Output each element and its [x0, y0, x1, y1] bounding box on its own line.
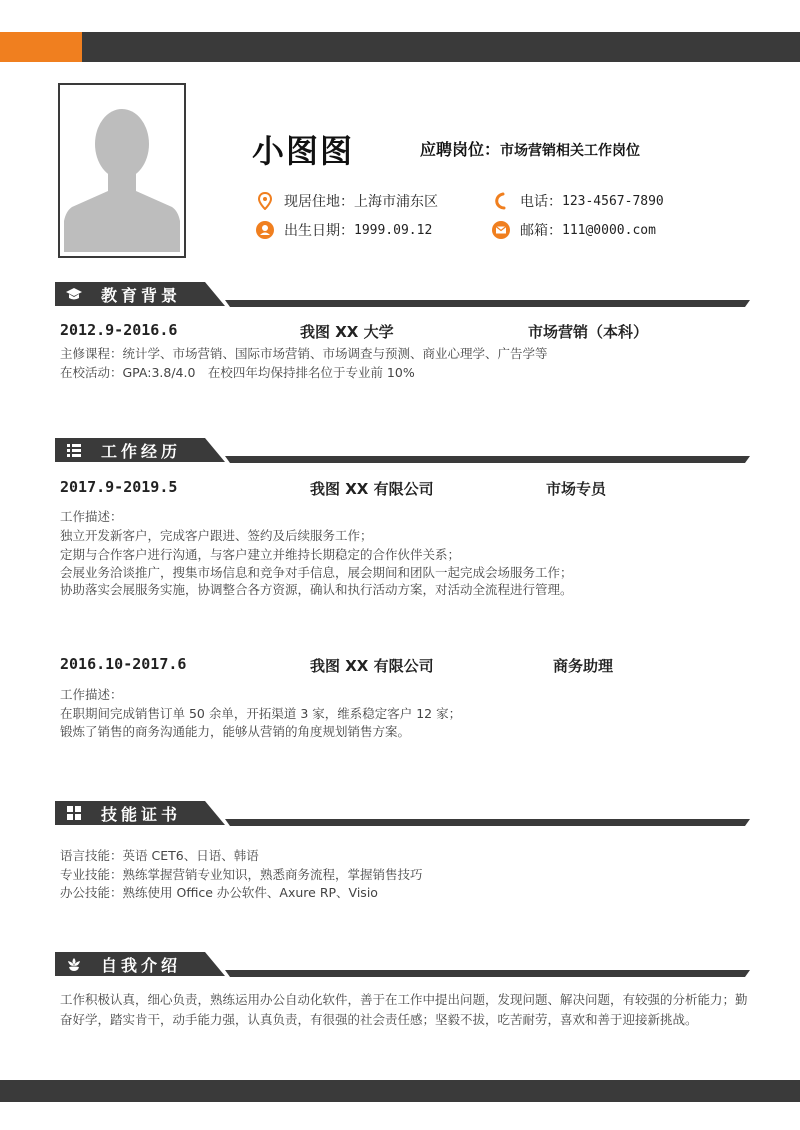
- section-rule: [225, 970, 750, 977]
- email-value: 111@0000.com: [562, 222, 656, 238]
- bottom-bar: [0, 1080, 800, 1102]
- phone-value: 123-4567-7890: [562, 193, 664, 209]
- section-title: 自我介绍: [101, 956, 182, 975]
- section-title: 技能证书: [101, 805, 182, 824]
- section-rule: [225, 819, 750, 826]
- job-1-desc-line: 独立开发新客户，完成客户跟进、签约及后续服务工作；: [60, 528, 373, 543]
- skill-language: 语言技能：英语 CET6、日语、韩语: [60, 848, 259, 863]
- info-email: [492, 220, 656, 240]
- person-icon: [256, 221, 274, 239]
- self-introduction: 工作积极认真，细心负责，熟练运用办公自动化软件，善于在工作中提出问题，发现问题、解决问题，有较强的分析能力；勤奋好学，踏实肯干，动手能力强，认真负责，有很强的社会责任感；坚毅不拔，吃苦耐劳，喜欢和善于迎接新挑战。: [60, 992, 748, 1027]
- section-work-header: [55, 438, 755, 462]
- flower-icon: [65, 956, 83, 972]
- applied-position-label: 应聘岗位：: [420, 140, 501, 159]
- location-value: 上海市浦东区: [354, 194, 438, 210]
- location-label: 现居住地：: [284, 194, 354, 210]
- skill-office: 办公技能：熟练使用 Office 办公软件、Axure RP、Visio: [60, 885, 378, 900]
- job-2-desc-line: 锻炼了销售的商务沟通能力，能够从营销的角度规划销售方案。: [60, 724, 411, 739]
- section-skills-header: [55, 801, 755, 825]
- phone-label: 电话：: [520, 194, 562, 210]
- education-school: 我图 XX 大学: [300, 323, 394, 341]
- birthday-label: 出生日期：: [284, 223, 354, 239]
- birthday-value: 1999.09.12: [354, 222, 433, 238]
- list-icon: [65, 442, 83, 458]
- grid-icon: [65, 805, 83, 821]
- info-birthday: [256, 220, 432, 240]
- education-major: 市场营销（本科）: [528, 323, 649, 341]
- education-courses: 主修课程：统计学、市场营销、国际市场营销、市场调查与预测、商业心理学、广告学等: [60, 346, 548, 361]
- applied-position-value: 市场营销相关工作岗位: [500, 143, 641, 159]
- skill-professional: 专业技能：熟练掌握营销专业知识，熟悉商务流程，掌握销售技巧: [60, 867, 423, 882]
- job-1-desc-line: 协助落实会展服务实施，协调整合各方资源，确认和执行活动方案，对活动全流程进行管理。: [60, 582, 573, 597]
- section-about-header: [55, 952, 755, 976]
- profile-photo: [58, 83, 186, 258]
- section-rule: [225, 300, 750, 307]
- info-phone: [492, 191, 664, 211]
- job-1-desc-line: 会展业务洽谈推广，搜集市场信息和竞争对手信息，展会期间和团队一起完成会场服务工作；: [60, 565, 573, 580]
- education-period: 2012.9-2016.6: [60, 321, 178, 339]
- person-silhouette-icon: [64, 89, 180, 252]
- top-bar-accent: [0, 32, 82, 62]
- email-label: 邮箱：: [520, 223, 562, 239]
- phone-icon: [492, 192, 510, 210]
- section-title: 教育背景: [101, 286, 182, 305]
- info-location: [256, 191, 438, 211]
- location-icon: [256, 192, 274, 210]
- applied-position: [420, 137, 640, 160]
- job-1-desc-line: 定期与合作客户进行沟通，与客户建立并维持长期稳定的合作伙伴关系；: [60, 547, 461, 562]
- job-1-role: 市场专员: [546, 480, 607, 498]
- section-rule: [225, 456, 750, 463]
- top-bar: [0, 32, 800, 62]
- candidate-name: 小图图: [252, 132, 355, 170]
- job-1-desc-label: 工作描述：: [60, 509, 123, 524]
- graduation-cap-icon: [65, 286, 83, 302]
- job-1-period: 2017.9-2019.5: [60, 478, 178, 496]
- section-title: 工作经历: [101, 442, 182, 461]
- mail-icon: [492, 221, 510, 239]
- section-education-header: [55, 282, 755, 306]
- job-2-desc-line: 在职期间完成销售订单 50 余单，开拓渠道 3 家，维系稳定客户 12 家；: [60, 706, 462, 721]
- job-2-period: 2016.10-2017.6: [60, 655, 187, 673]
- job-2-company: 我图 XX 有限公司: [310, 657, 434, 675]
- job-1-company: 我图 XX 有限公司: [310, 480, 434, 498]
- job-2-desc-label: 工作描述：: [60, 687, 123, 702]
- job-2-role: 商务助理: [553, 657, 614, 675]
- education-activities: 在校活动：GPA:3.8/4.0 在校四年均保持排名位于专业前 10%: [60, 365, 415, 380]
